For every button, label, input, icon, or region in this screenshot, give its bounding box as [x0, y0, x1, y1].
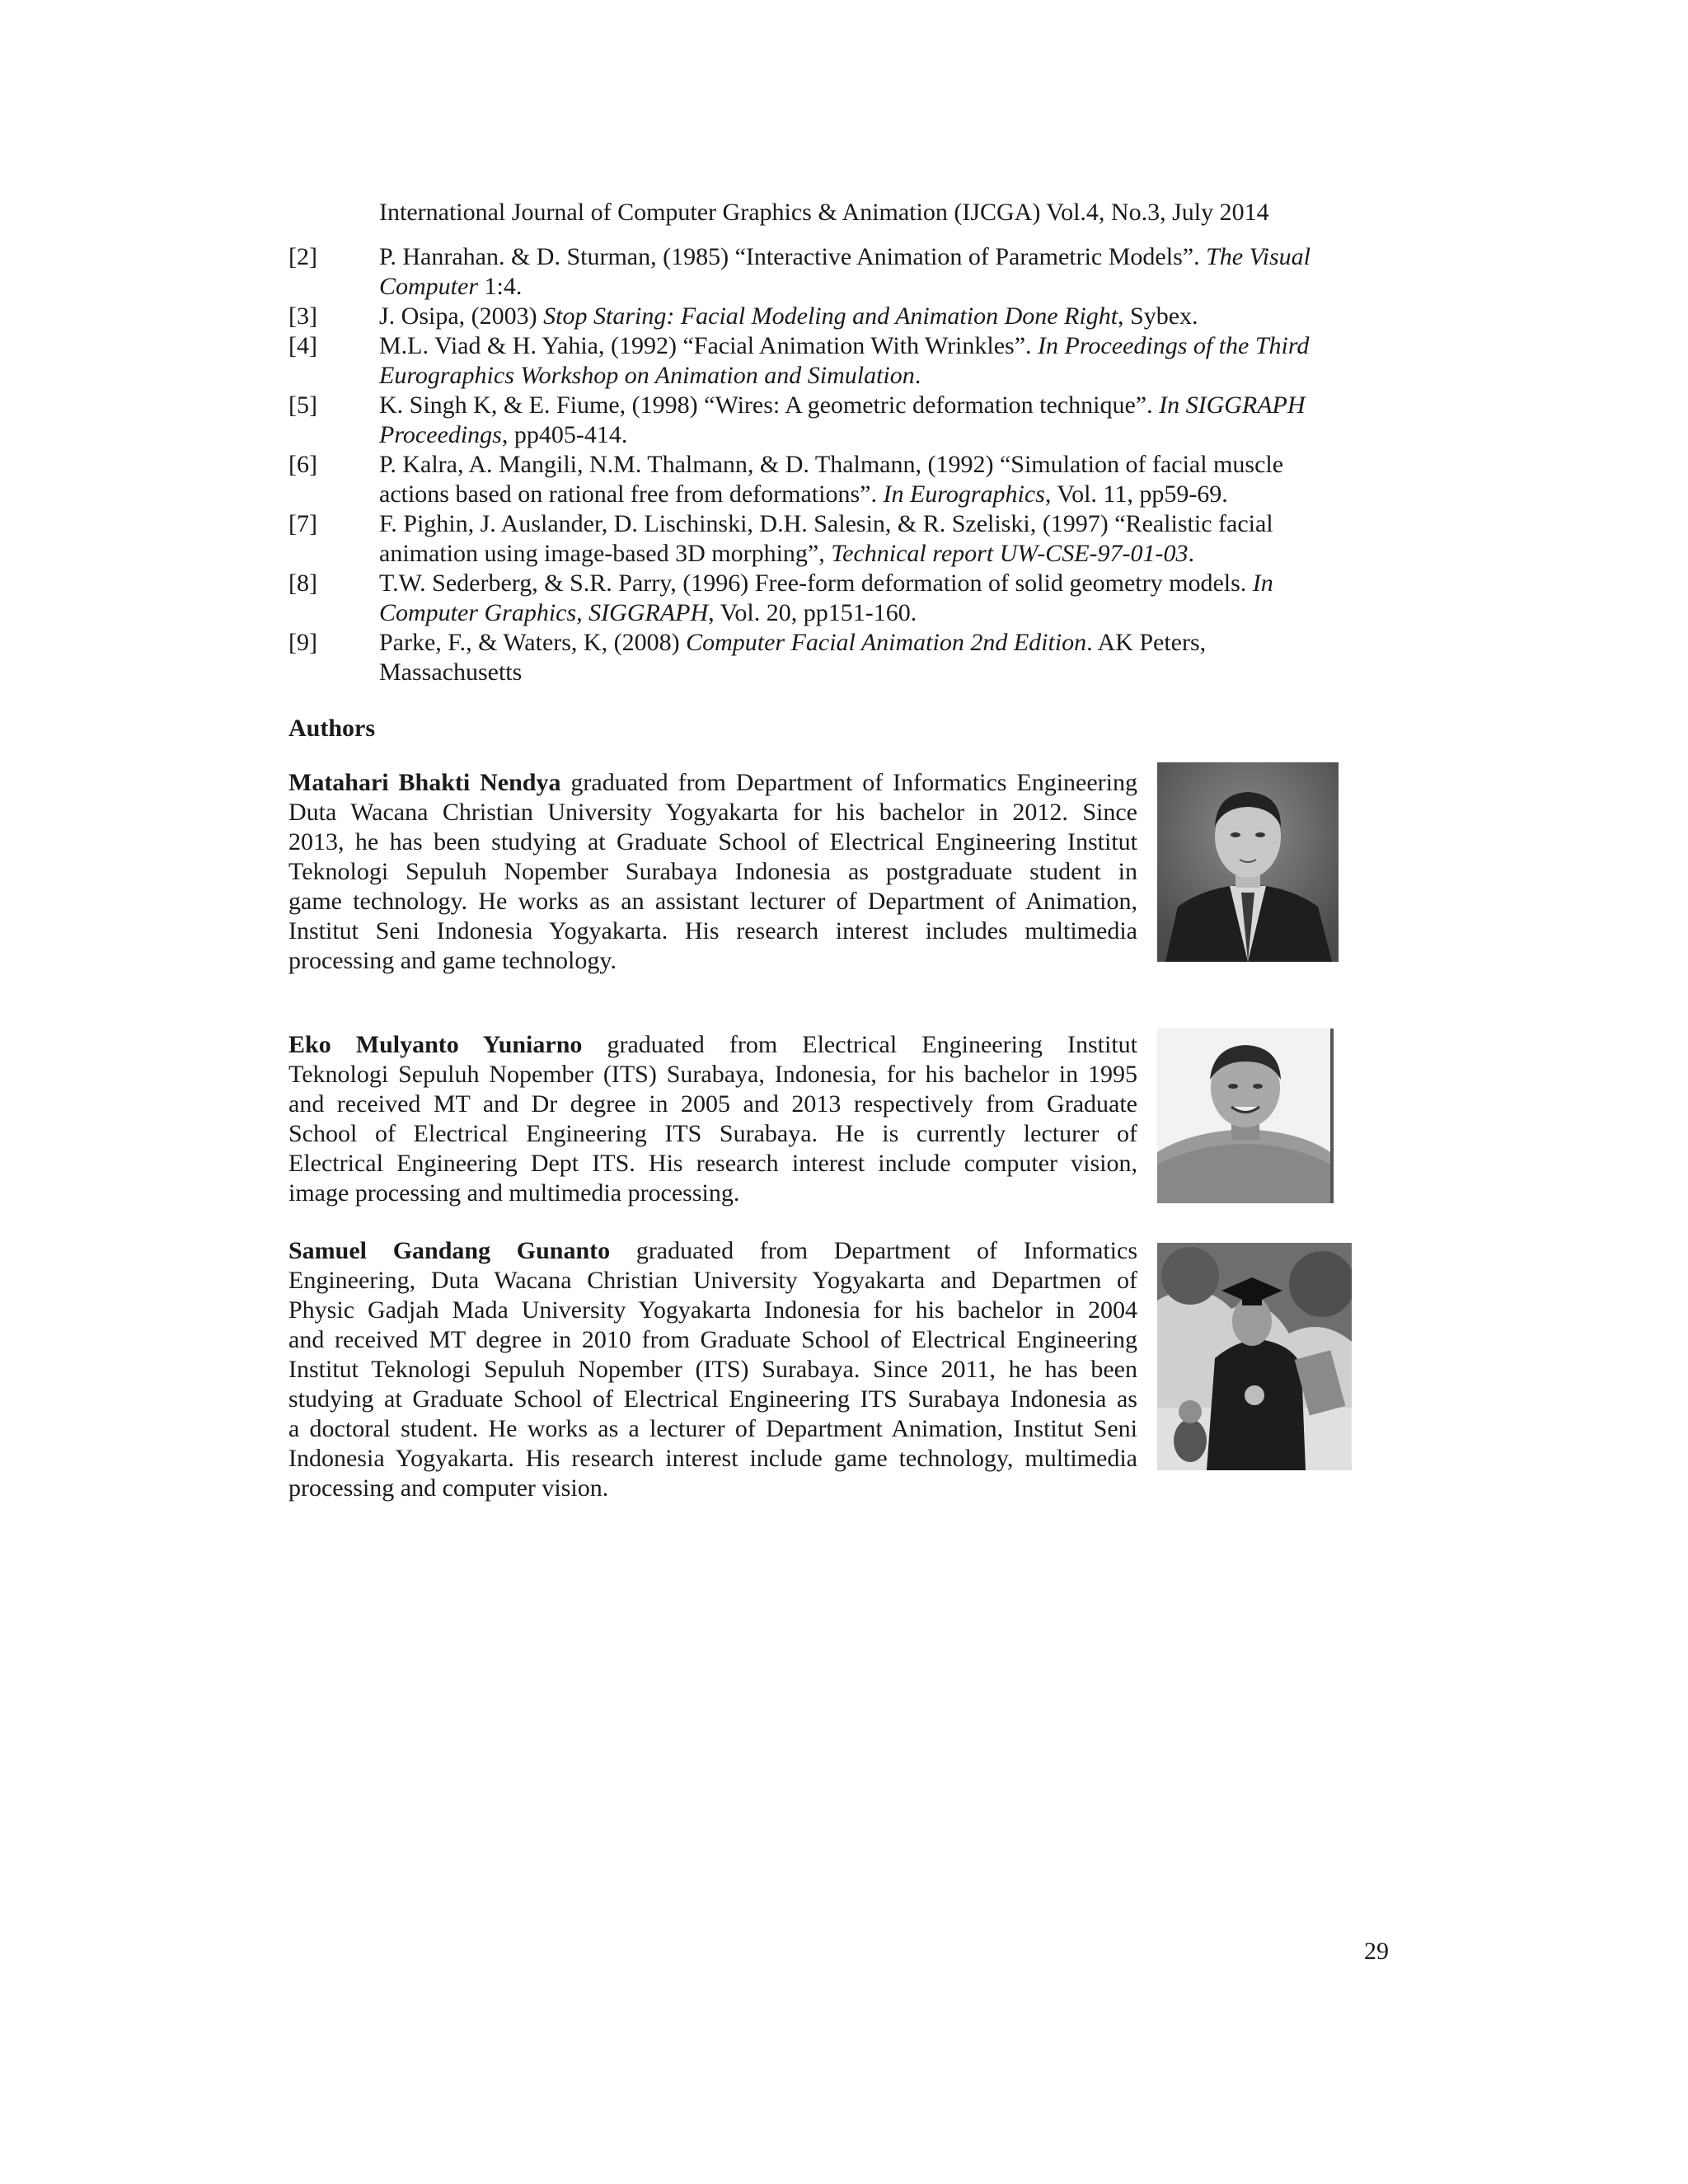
reference-line: [379, 658, 1393, 687]
reference-text: [379, 569, 1393, 628]
reference-line: [379, 331, 1393, 361]
text-segment: game technology. He works as an assistant lecturer of Department of Animation,: [288, 888, 1137, 915]
bio-line: [288, 1474, 1137, 1503]
bio-line: [288, 1325, 1137, 1355]
bio-line: [288, 1060, 1137, 1090]
text-segment: P. Hanrahan. & D. Sturman, (1985) “Interactive Animation of Parametric Models”.: [379, 243, 1207, 270]
text-segment: P. Kalra, A. Mangili, N.M. Thalmann, & D. Thalmann, (1992) “Simulation of facial muscle: [379, 451, 1284, 478]
reference-number: [7]: [288, 510, 317, 537]
text-segment: Proceedings: [379, 421, 502, 448]
authors-heading: Authors: [288, 715, 376, 742]
text-segment: and received MT degree in 2010 from Graduate School of Electrical Engineering: [288, 1326, 1137, 1353]
bio-line: [288, 768, 1137, 798]
reference-item: [288, 569, 1393, 628]
bio-line: [288, 798, 1137, 827]
author-name: Eko Mulyanto Yuniarno: [288, 1031, 583, 1058]
text-segment: School of Electrical Engineering ITS Surabaya. He is currently lecturer of: [288, 1120, 1137, 1147]
bio-line: [288, 1179, 1137, 1208]
bio-line: [288, 946, 1137, 976]
reference-number: [6]: [288, 451, 317, 478]
text-segment: Parke, F., & Waters, K, (2008): [379, 629, 687, 656]
bio-line: [288, 857, 1137, 887]
reference-text: [379, 450, 1393, 509]
bio-line: [288, 1444, 1137, 1474]
text-segment: Technical report UW-CSE-97-01-03: [831, 540, 1189, 567]
text-segment: Institut Teknologi Sepuluh Nopember (ITS) Surabaya. Since 2011, he has been: [288, 1356, 1137, 1383]
reference-item: [288, 509, 1393, 569]
page-number: 29: [1364, 1938, 1389, 1965]
text-segment: F. Pighin, J. Auslander, D. Lischinski, D.H. Salesin, & R. Szeliski, (1997) “Realistic facial: [379, 510, 1273, 537]
text-segment: Teknologi Sepuluh Nopember (ITS) Surabaya, Indonesia, for his bachelor in 1995: [288, 1061, 1137, 1088]
text-segment: animation using image-based 3D morphing”,: [379, 540, 832, 567]
text-segment: .: [1188, 540, 1194, 567]
text-segment: processing and game technology.: [288, 947, 617, 974]
reference-item: [288, 331, 1393, 391]
text-segment: The Visual: [1206, 243, 1311, 270]
reference-line: [379, 242, 1393, 272]
author-name: Matahari Bhakti Nendya: [288, 769, 561, 796]
author-photo-yuniarno: [1157, 1029, 1334, 1203]
reference-line: [379, 272, 1393, 302]
reference-line: [379, 509, 1393, 539]
text-segment: Eurographics Workshop on Animation and Simulation: [379, 362, 915, 389]
bio-line: [288, 1414, 1137, 1444]
reference-text: [379, 331, 1393, 391]
text-segment: graduated from Department of Informatics: [610, 1237, 1137, 1264]
text-segment: Stop Staring: Facial Modeling and Animation Done Right: [543, 302, 1118, 330]
text-segment: .: [914, 362, 921, 389]
text-segment: Engineering, Duta Wacana Christian University Yogyakarta and Departmen of: [288, 1267, 1137, 1294]
bio-line: [288, 1236, 1137, 1266]
bio-line: [288, 1355, 1137, 1385]
text-segment: Indonesia Yogyakarta. His research interest include game technology, multimedia: [288, 1445, 1137, 1472]
text-segment: Duta Wacana Christian University Yogyakarta for his bachelor in 2012. Since: [288, 799, 1137, 826]
journal-header: International Journal of Computer Graphics & Animation (IJCGA) Vol.4, No.3, July 2014: [379, 199, 1269, 226]
bio-line: [288, 1030, 1137, 1060]
text-segment: In Proceedings of the Third: [1038, 332, 1310, 359]
reference-text: [379, 628, 1393, 687]
reference-item: [288, 450, 1393, 509]
reference-item: [288, 628, 1393, 687]
text-segment: Physic Gadjah Mada University Yogyakarta Indonesia for his bachelor in 2004: [288, 1296, 1137, 1324]
reference-number: [9]: [288, 629, 317, 656]
text-segment: J. Osipa, (2003): [379, 302, 544, 330]
author-bio-nendya: [288, 768, 1137, 976]
text-segment: Computer: [379, 273, 478, 300]
author-name: Samuel Gandang Gunanto: [288, 1237, 611, 1264]
reference-line: [379, 539, 1393, 569]
text-segment: , Sybex.: [1118, 302, 1198, 330]
reference-line: [379, 480, 1393, 509]
text-segment: Computer Facial Animation 2nd Edition: [686, 629, 1087, 656]
text-segment: Electrical Engineering Dept ITS. His research interest include computer vision,: [288, 1150, 1137, 1177]
text-segment: In Eurographics: [883, 480, 1045, 508]
text-segment: Massachusetts: [379, 658, 523, 686]
reference-number: [8]: [288, 569, 317, 597]
text-segment: , Vol. 20, pp151-160.: [708, 599, 917, 626]
text-segment: . AK Peters,: [1086, 629, 1207, 656]
reference-text: [379, 302, 1393, 331]
reference-line: [379, 391, 1393, 420]
bio-line: [288, 887, 1137, 916]
text-segment: T.W. Sederberg, & S.R. Parry, (1996) Free-form deformation of solid geometry models.: [379, 569, 1253, 597]
bio-line: [288, 1266, 1137, 1296]
author-bio-gunanto: [288, 1236, 1137, 1503]
reference-line: [379, 302, 1393, 331]
reference-item: [288, 391, 1393, 450]
author-photo-gunanto: [1157, 1243, 1352, 1470]
reference-line: [379, 628, 1393, 658]
bio-line: [288, 1296, 1137, 1325]
text-segment: graduated from Electrical Engineering Institut: [582, 1031, 1137, 1058]
text-segment: 1:4.: [478, 273, 523, 300]
reference-number: [3]: [288, 302, 317, 330]
reference-text: [379, 391, 1393, 450]
bio-line: [288, 1149, 1137, 1179]
reference-number: [4]: [288, 332, 317, 359]
reference-line: [379, 598, 1393, 628]
text-segment: studying at Graduate School of Electrical Engineering ITS Surabaya Indonesia as: [288, 1385, 1137, 1413]
text-segment: Computer Graphics, SIGGRAPH: [379, 599, 709, 626]
author-photo-nendya: [1157, 762, 1339, 962]
text-segment: graduated from Department of Informatics Engineering: [560, 769, 1137, 796]
text-segment: K. Singh K, & E. Fiume, (1998) “Wires: A geometric deformation technique”.: [379, 391, 1160, 419]
text-segment: Teknologi Sepuluh Nopember Surabaya Indonesia as postgraduate student in: [288, 858, 1137, 885]
bio-line: [288, 1090, 1137, 1119]
author-bio-yuniarno: [288, 1030, 1137, 1208]
text-segment: In SIGGRAPH: [1159, 391, 1306, 419]
reference-list: [288, 242, 1393, 687]
bio-line: [288, 916, 1137, 946]
reference-item: [288, 302, 1393, 331]
text-segment: M.L. Viad & H. Yahia, (1992) “Facial Animation With Wrinkles”.: [379, 332, 1039, 359]
reference-line: [379, 420, 1393, 450]
reference-line: [379, 361, 1393, 391]
text-segment: processing and computer vision.: [288, 1474, 609, 1502]
text-segment: actions based on rational free from deformations”.: [379, 480, 884, 508]
reference-number: [5]: [288, 391, 317, 419]
text-segment: , Vol. 11, pp59-69.: [1044, 480, 1228, 508]
reference-number: [2]: [288, 243, 317, 270]
text-segment: Institut Seni Indonesia Yogyakarta. His research interest includes multimedia: [288, 917, 1137, 944]
text-segment: image processing and multimedia processing.: [288, 1179, 740, 1207]
text-segment: and received MT and Dr degree in 2005 and 2013 respectively from Graduate: [288, 1090, 1137, 1118]
reference-text: [379, 242, 1393, 302]
reference-line: [379, 450, 1393, 480]
text-segment: In: [1252, 569, 1273, 597]
bio-line: [288, 827, 1137, 857]
bio-line: [288, 1385, 1137, 1414]
text-segment: a doctoral student. He works as a lecturer of Department Animation, Institut Seni: [288, 1415, 1137, 1442]
text-segment: , pp405-414.: [501, 421, 628, 448]
reference-line: [379, 569, 1393, 598]
reference-item: [288, 242, 1393, 302]
reference-text: [379, 509, 1393, 569]
bio-line: [288, 1119, 1137, 1149]
text-segment: 2013, he has been studying at Graduate School of Electrical Engineering Institut: [288, 828, 1137, 855]
